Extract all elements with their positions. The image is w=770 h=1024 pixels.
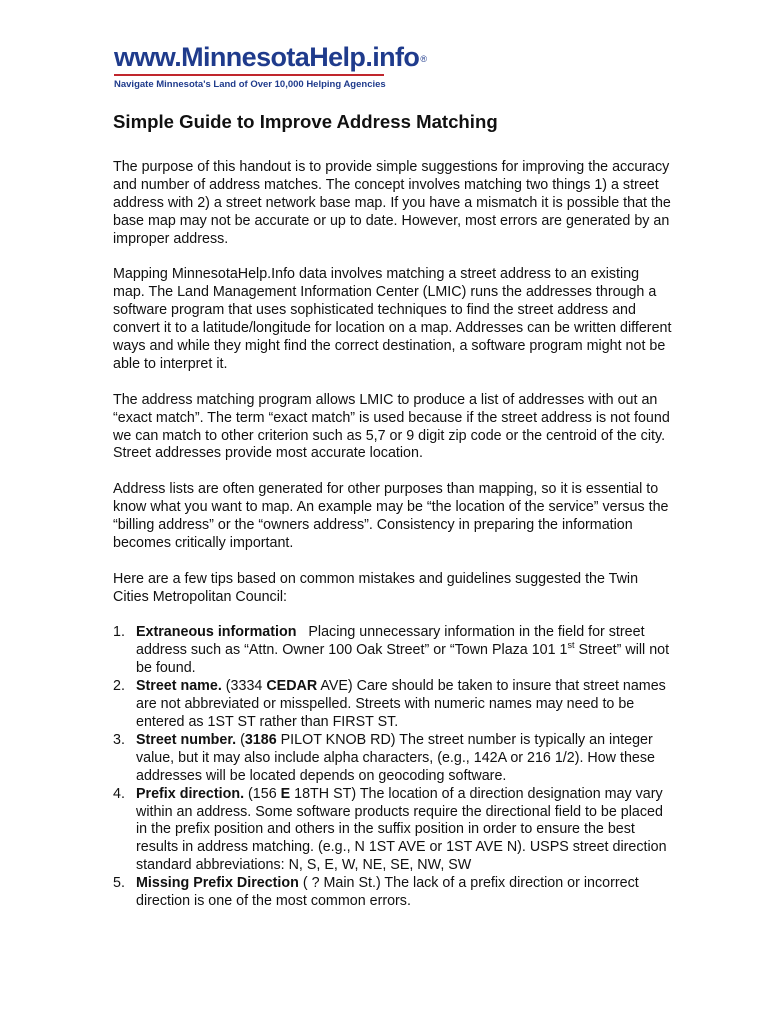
tip-text: PILOT KNOB RD) The street number is typically an integer value, but it may also include alpha characters, (e.g., 142A or 216 1/2). How these addresses will be located depends on geocoding software.	[136, 731, 655, 784]
tip-title: Prefix direction.	[136, 785, 245, 802]
tip-number: 4.	[113, 785, 125, 802]
paragraph-tips-intro: Here are a few tips based on common mistakes and guidelines suggested the Twin Cities Metropolitan Council:	[113, 570, 639, 605]
tip-text: 18TH ST) The location of a direction designation may vary within an address. Some software products require the directional field to be placed in the prefix position and others in the suffix position in order to ensure the best results in address matching. (e.g., N 1ST AVE or 1ST AVE N). USPS street direction standard abbreviations: N, S, E, W, NE, SE, NW, SW	[136, 785, 667, 874]
tip-text-end: Street” will not be found.	[136, 642, 670, 677]
tip-example-bold: E	[280, 785, 291, 802]
tip-example-bold: CEDAR	[266, 678, 318, 695]
tip-number: 5.	[113, 875, 125, 892]
tip-example-pre: (156	[244, 785, 281, 802]
tip-title: Street number.	[136, 731, 237, 748]
tip-text: ( ? Main St.) The lack of a prefix direction or incorrect direction is one of the most common errors.	[136, 875, 639, 910]
tip-missing-prefix-direction	[113, 875, 673, 911]
tip-extraneous-information	[113, 624, 673, 678]
document-body	[113, 110, 673, 911]
tip-street-name	[113, 678, 673, 732]
tip-example-bold: 3186	[244, 731, 277, 748]
tip-number: 1.	[113, 624, 125, 641]
tip-text: Placing unnecessary information in the field for street address such as “Attn. Owner 100 Oak Street” or “Town Plaza 101 1	[136, 624, 649, 659]
paragraph-address-lists: Address lists are often generated for other purposes than mapping, so it is essential to know what you want to map. An example may be “the location of the service” versus the “billing address” or the “owners address”. Consistency in preparing the information becomes critically important.	[113, 481, 669, 551]
logo-underline	[114, 74, 384, 76]
tip-street-number	[113, 732, 673, 786]
logo-tagline: Navigate Minnesota's Land of Over 10,000 Helping Agencies	[114, 79, 386, 90]
paragraph-mapping: Mapping MinnesotaHelp.Info data involves matching a street address to an existing map. The Land Management Information Center (LMIC) runs the addresses through a software program that uses sophisticated techniques to find the street address and convert it to a latitude/longitude for location on a map. Addresses can be written different ways and while they might find the correct destination, a software program might not be able to interpret it.	[113, 266, 672, 372]
tip-example-pre: (3334	[221, 678, 267, 695]
minnesotahelp-logo	[114, 42, 427, 91]
tip-title: Missing Prefix Direction	[136, 875, 299, 892]
registered-mark: ®	[420, 54, 427, 64]
tip-text: AVE) Care should be taken to insure that street names are not abbreviated or misspelled. Streets with numeric names may need to be entered as 1ST ST rather than FIRST ST.	[136, 678, 666, 731]
paragraph-purpose: The purpose of this handout is to provide simple suggestions for improving the accuracy and number of address matches. The concept involves matching two things 1) a street address with 2) a street network base map. If you have a mismatch it is possible that the base map may not be accurate or up to date. However, most errors are generated by an improper address.	[113, 159, 671, 247]
tip-title: Street name.	[136, 678, 222, 695]
logo-wordmark: www.MinnesotaHelp.info®	[114, 42, 427, 72]
paragraph-exact-match: The address matching program allows LMIC to produce a list of addresses with out an “exact match”. The term “exact match” is used because if the street address is not found we can match to other criterion such as 5,7 or 9 digit zip code or the centroid of the city. Street addresses provide most accurate location.	[113, 391, 670, 462]
tip-superscript: st	[567, 640, 575, 651]
tip-title: Extraneous information	[136, 624, 297, 641]
tips-list	[113, 624, 673, 911]
tip-number: 2.	[113, 678, 125, 695]
tip-number: 3.	[113, 731, 125, 748]
tip-example-pre: (	[236, 731, 245, 748]
tip-prefix-direction	[113, 786, 673, 876]
document-title: Simple Guide to Improve Address Matching	[113, 111, 498, 132]
